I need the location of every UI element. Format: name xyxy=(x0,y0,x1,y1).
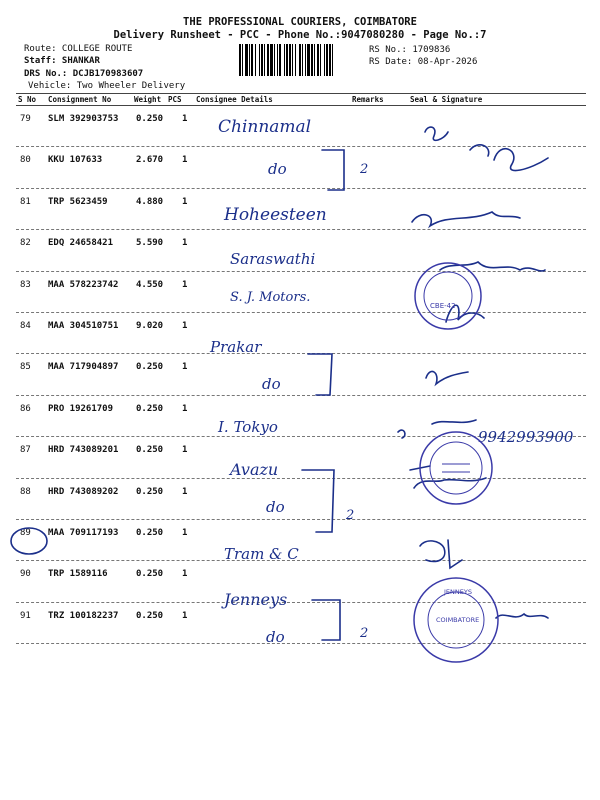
signature-91 xyxy=(496,614,548,618)
row-pcs: 1 xyxy=(182,362,188,373)
vehicle-label: Vehicle: Two Wheeler Delivery xyxy=(28,81,186,91)
svg-text:JENNEYS: JENNEYS xyxy=(444,588,472,596)
row-pcs: 1 xyxy=(182,196,188,207)
row-sno: 84 xyxy=(20,321,31,331)
row-pcs: 1 xyxy=(182,486,188,497)
row-weight: 9.020 xyxy=(136,321,164,331)
handwritten-consignee: Jenneys xyxy=(224,590,288,609)
col-header-sno: S No xyxy=(18,95,37,104)
col-header-signature: Seal & Signature xyxy=(410,95,483,104)
row-consignment: EDQ 24658421 xyxy=(48,238,114,249)
ditto-bracket xyxy=(302,470,334,532)
row-weight: 4.550 xyxy=(136,279,164,290)
row-weight: 0.250 xyxy=(136,486,164,497)
document-subtitle: Delivery Runsheet - PCC - Phone No.:9047080280 - Page No.:7 xyxy=(113,29,487,41)
col-header-remarks: Remarks xyxy=(352,95,384,104)
row-weight: 0.250 xyxy=(136,610,164,621)
handwritten-consignee: do xyxy=(262,375,281,393)
document-title: THE PROFESSIONAL COURIERS, COIMBATORE xyxy=(183,16,417,28)
row-pcs: 1 xyxy=(182,528,188,538)
rs-number: RS No.: 1709836 xyxy=(369,45,451,55)
handwritten-consignee: Hoheesteen xyxy=(224,205,327,225)
row-sno: 82 xyxy=(20,238,31,249)
svg-text:COIMBATORE: COIMBATORE xyxy=(436,616,480,624)
row-consignment: PRO 19261709 xyxy=(48,403,114,414)
row-consignment: TRP 5623459 xyxy=(48,196,108,207)
row-consignment: HRD 743089201 xyxy=(48,445,119,456)
row-pcs: 1 xyxy=(182,569,188,580)
signature-86 xyxy=(398,420,476,438)
row-pcs: 1 xyxy=(182,155,188,166)
row-pcs: 1 xyxy=(182,279,188,290)
signature-89 xyxy=(420,540,462,568)
row-weight: 0.250 xyxy=(136,445,164,456)
handwritten-consignee: Tram & C xyxy=(224,545,299,563)
rs-date: RS Date: 08-Apr-2026 xyxy=(369,57,478,67)
handwritten-consignee: Chinnamal xyxy=(218,117,312,137)
col-header-consignment: Consignment No xyxy=(48,95,112,104)
drs-number: DRS No.: DCJB170983607 xyxy=(24,69,144,79)
row-89-circle xyxy=(11,528,47,554)
row-sno: 88 xyxy=(20,486,31,497)
row-sno: 81 xyxy=(20,196,31,207)
row-consignment: MAA 304510751 xyxy=(48,321,119,331)
row-consignment: TRZ 100182237 xyxy=(48,610,119,621)
handwritten-consignee: do xyxy=(266,628,285,646)
row-weight: 4.880 xyxy=(136,196,164,207)
row-consignment: HRD 743089202 xyxy=(48,486,119,497)
row-pcs: 1 xyxy=(182,114,188,124)
row-weight: 0.250 xyxy=(136,528,164,538)
handwritten-consignee: do xyxy=(266,498,285,516)
row-sno: 79 xyxy=(20,114,31,124)
row-pcs: 1 xyxy=(182,321,188,331)
col-header-consignee: Consignee Details xyxy=(196,95,273,104)
row-weight: 5.590 xyxy=(136,238,164,249)
row-weight: 0.250 xyxy=(136,114,164,124)
col-header-weight: Weight xyxy=(134,95,162,104)
row-consignment: SLM 392903753 xyxy=(48,114,119,124)
row-sno: 83 xyxy=(20,279,31,290)
row-consignment: MAA 578223742 xyxy=(48,279,119,290)
row-sno: 85 xyxy=(20,362,31,373)
staff-label: Staff: SHANKAR xyxy=(24,56,100,66)
handwritten-phone: 9942993900 xyxy=(478,428,574,446)
signature-85 xyxy=(426,371,468,384)
col-header-pcs: PCS xyxy=(168,95,182,104)
svg-text:CBE-42: CBE-42 xyxy=(430,302,456,310)
row-consignment: MAA 709117193 xyxy=(48,528,119,538)
row-pcs: 1 xyxy=(182,445,188,456)
signature-79 xyxy=(425,127,548,170)
row-weight: 0.250 xyxy=(136,362,164,373)
handwritten-remark: 2 xyxy=(360,626,369,641)
row-sno: 86 xyxy=(20,403,31,414)
row-pcs: 1 xyxy=(182,238,188,249)
handwritten-consignee: Saraswathi xyxy=(230,250,316,268)
handwritten-remark: 2 xyxy=(346,508,355,523)
route-label: Route: COLLEGE ROUTE xyxy=(24,44,133,54)
row-sno: 80 xyxy=(20,155,31,166)
ditto-bracket xyxy=(308,354,332,395)
row-consignment: MAA 717904897 xyxy=(48,362,119,373)
row-sno: 91 xyxy=(20,610,31,621)
handwritten-consignee: Avazu xyxy=(230,460,279,479)
handwritten-consignee: S. J. Motors. xyxy=(230,290,311,305)
row-weight: 2.670 xyxy=(136,155,164,166)
signature-81 xyxy=(412,212,520,226)
handwritten-consignee: Prakar xyxy=(210,338,262,356)
row-weight: 0.250 xyxy=(136,403,164,414)
row-consignment: TRP 1589116 xyxy=(48,569,108,580)
row-sno: 87 xyxy=(20,445,31,456)
row-consignment: KKU 107633 xyxy=(48,155,103,166)
handwritten-remark: 2 xyxy=(360,162,369,177)
seal-stamp-87 xyxy=(420,432,492,504)
seal-stamp-91 xyxy=(414,578,498,662)
ditto-bracket xyxy=(312,600,340,640)
ditto-bracket xyxy=(322,150,344,190)
handwritten-consignee: do xyxy=(268,160,287,178)
handwritten-consignee: I. Tokyo xyxy=(218,418,278,436)
row-pcs: 1 xyxy=(182,403,188,414)
row-pcs: 1 xyxy=(182,610,188,621)
row-sno: 90 xyxy=(20,569,31,580)
row-sno: 89 xyxy=(20,528,31,538)
seal-stamp-83 xyxy=(415,263,481,329)
row-weight: 0.250 xyxy=(136,569,164,580)
